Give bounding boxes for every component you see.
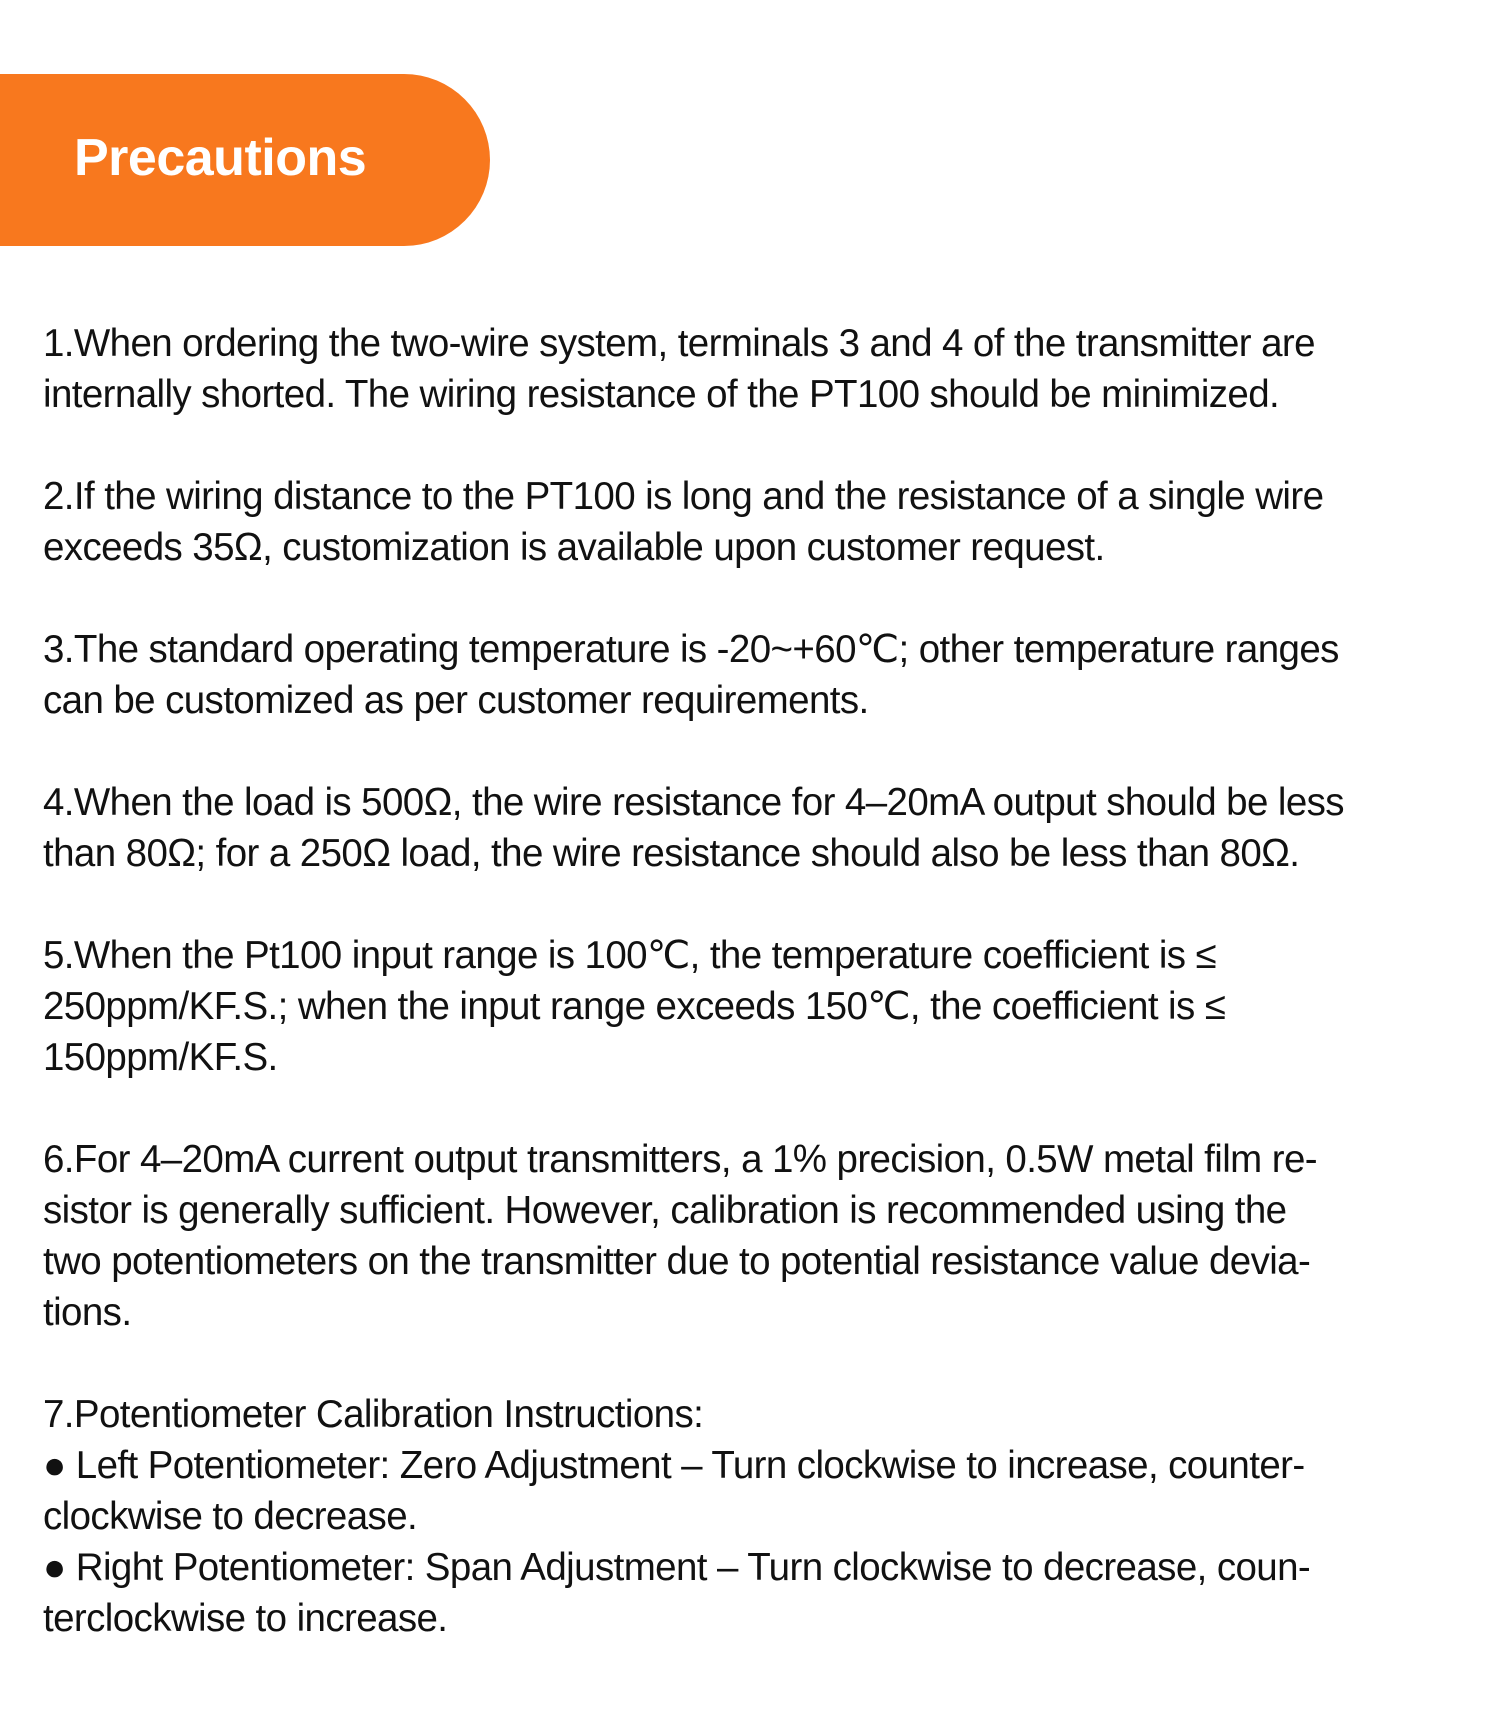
text-line: 6.For 4–20mA current output transmitters, a 1% precision, 0.5W metal film re- [43, 1138, 1318, 1181]
text-line: tions. [43, 1291, 132, 1334]
text-line: sistor is generally sufficient. However, calibration is recommended using the [43, 1189, 1287, 1232]
precaution-item-7 [43, 1389, 1463, 1644]
text-line: exceeds 35Ω, customization is available upon customer request. [43, 526, 1105, 569]
precaution-item-4 [43, 777, 1463, 879]
precaution-item-3 [43, 624, 1463, 726]
text-line: two potentiometers on the transmitter due to potential resistance value devia- [43, 1240, 1311, 1283]
section-title: Precautions [74, 129, 367, 187]
text-line: can be customized as per customer requirements. [43, 679, 869, 722]
text-line: ● Left Potentiometer: Zero Adjustment – Turn clockwise to increase, counter- [43, 1444, 1305, 1487]
text-line: 1.When ordering the two-wire system, terminals 3 and 4 of the transmitter are [43, 322, 1315, 365]
text-line: 2.If the wiring distance to the PT100 is long and the resistance of a single wire [43, 475, 1324, 518]
precaution-item-5 [43, 930, 1463, 1083]
text-line: than 80Ω; for a 250Ω load, the wire resistance should also be less than 80Ω. [43, 832, 1300, 875]
precaution-item-2 [43, 471, 1463, 573]
precaution-item-1 [43, 318, 1463, 420]
text-line: ● Right Potentiometer: Span Adjustment – Turn clockwise to decrease, coun- [43, 1546, 1311, 1589]
section-header-tab [0, 74, 490, 246]
precaution-item-6 [43, 1134, 1463, 1338]
precautions-list [43, 318, 1463, 1695]
text-line: 150ppm/KF.S. [43, 1036, 278, 1079]
text-line: 4.When the load is 500Ω, the wire resistance for 4–20mA output should be less [43, 781, 1344, 824]
text-line: 7.Potentiometer Calibration Instructions: [43, 1393, 704, 1436]
text-line: 250ppm/KF.S.; when the input range exceeds 150℃, the coefficient is ≤ [43, 985, 1226, 1028]
text-line: 5.When the Pt100 input range is 100℃, the temperature coefficient is ≤ [43, 934, 1217, 977]
text-line: 3.The standard operating temperature is -20~+60℃; other temperature ranges [43, 628, 1339, 671]
text-line: terclockwise to increase. [43, 1597, 448, 1640]
text-line: internally shorted. The wiring resistance of the PT100 should be minimized. [43, 373, 1280, 416]
text-line: clockwise to decrease. [43, 1495, 418, 1538]
